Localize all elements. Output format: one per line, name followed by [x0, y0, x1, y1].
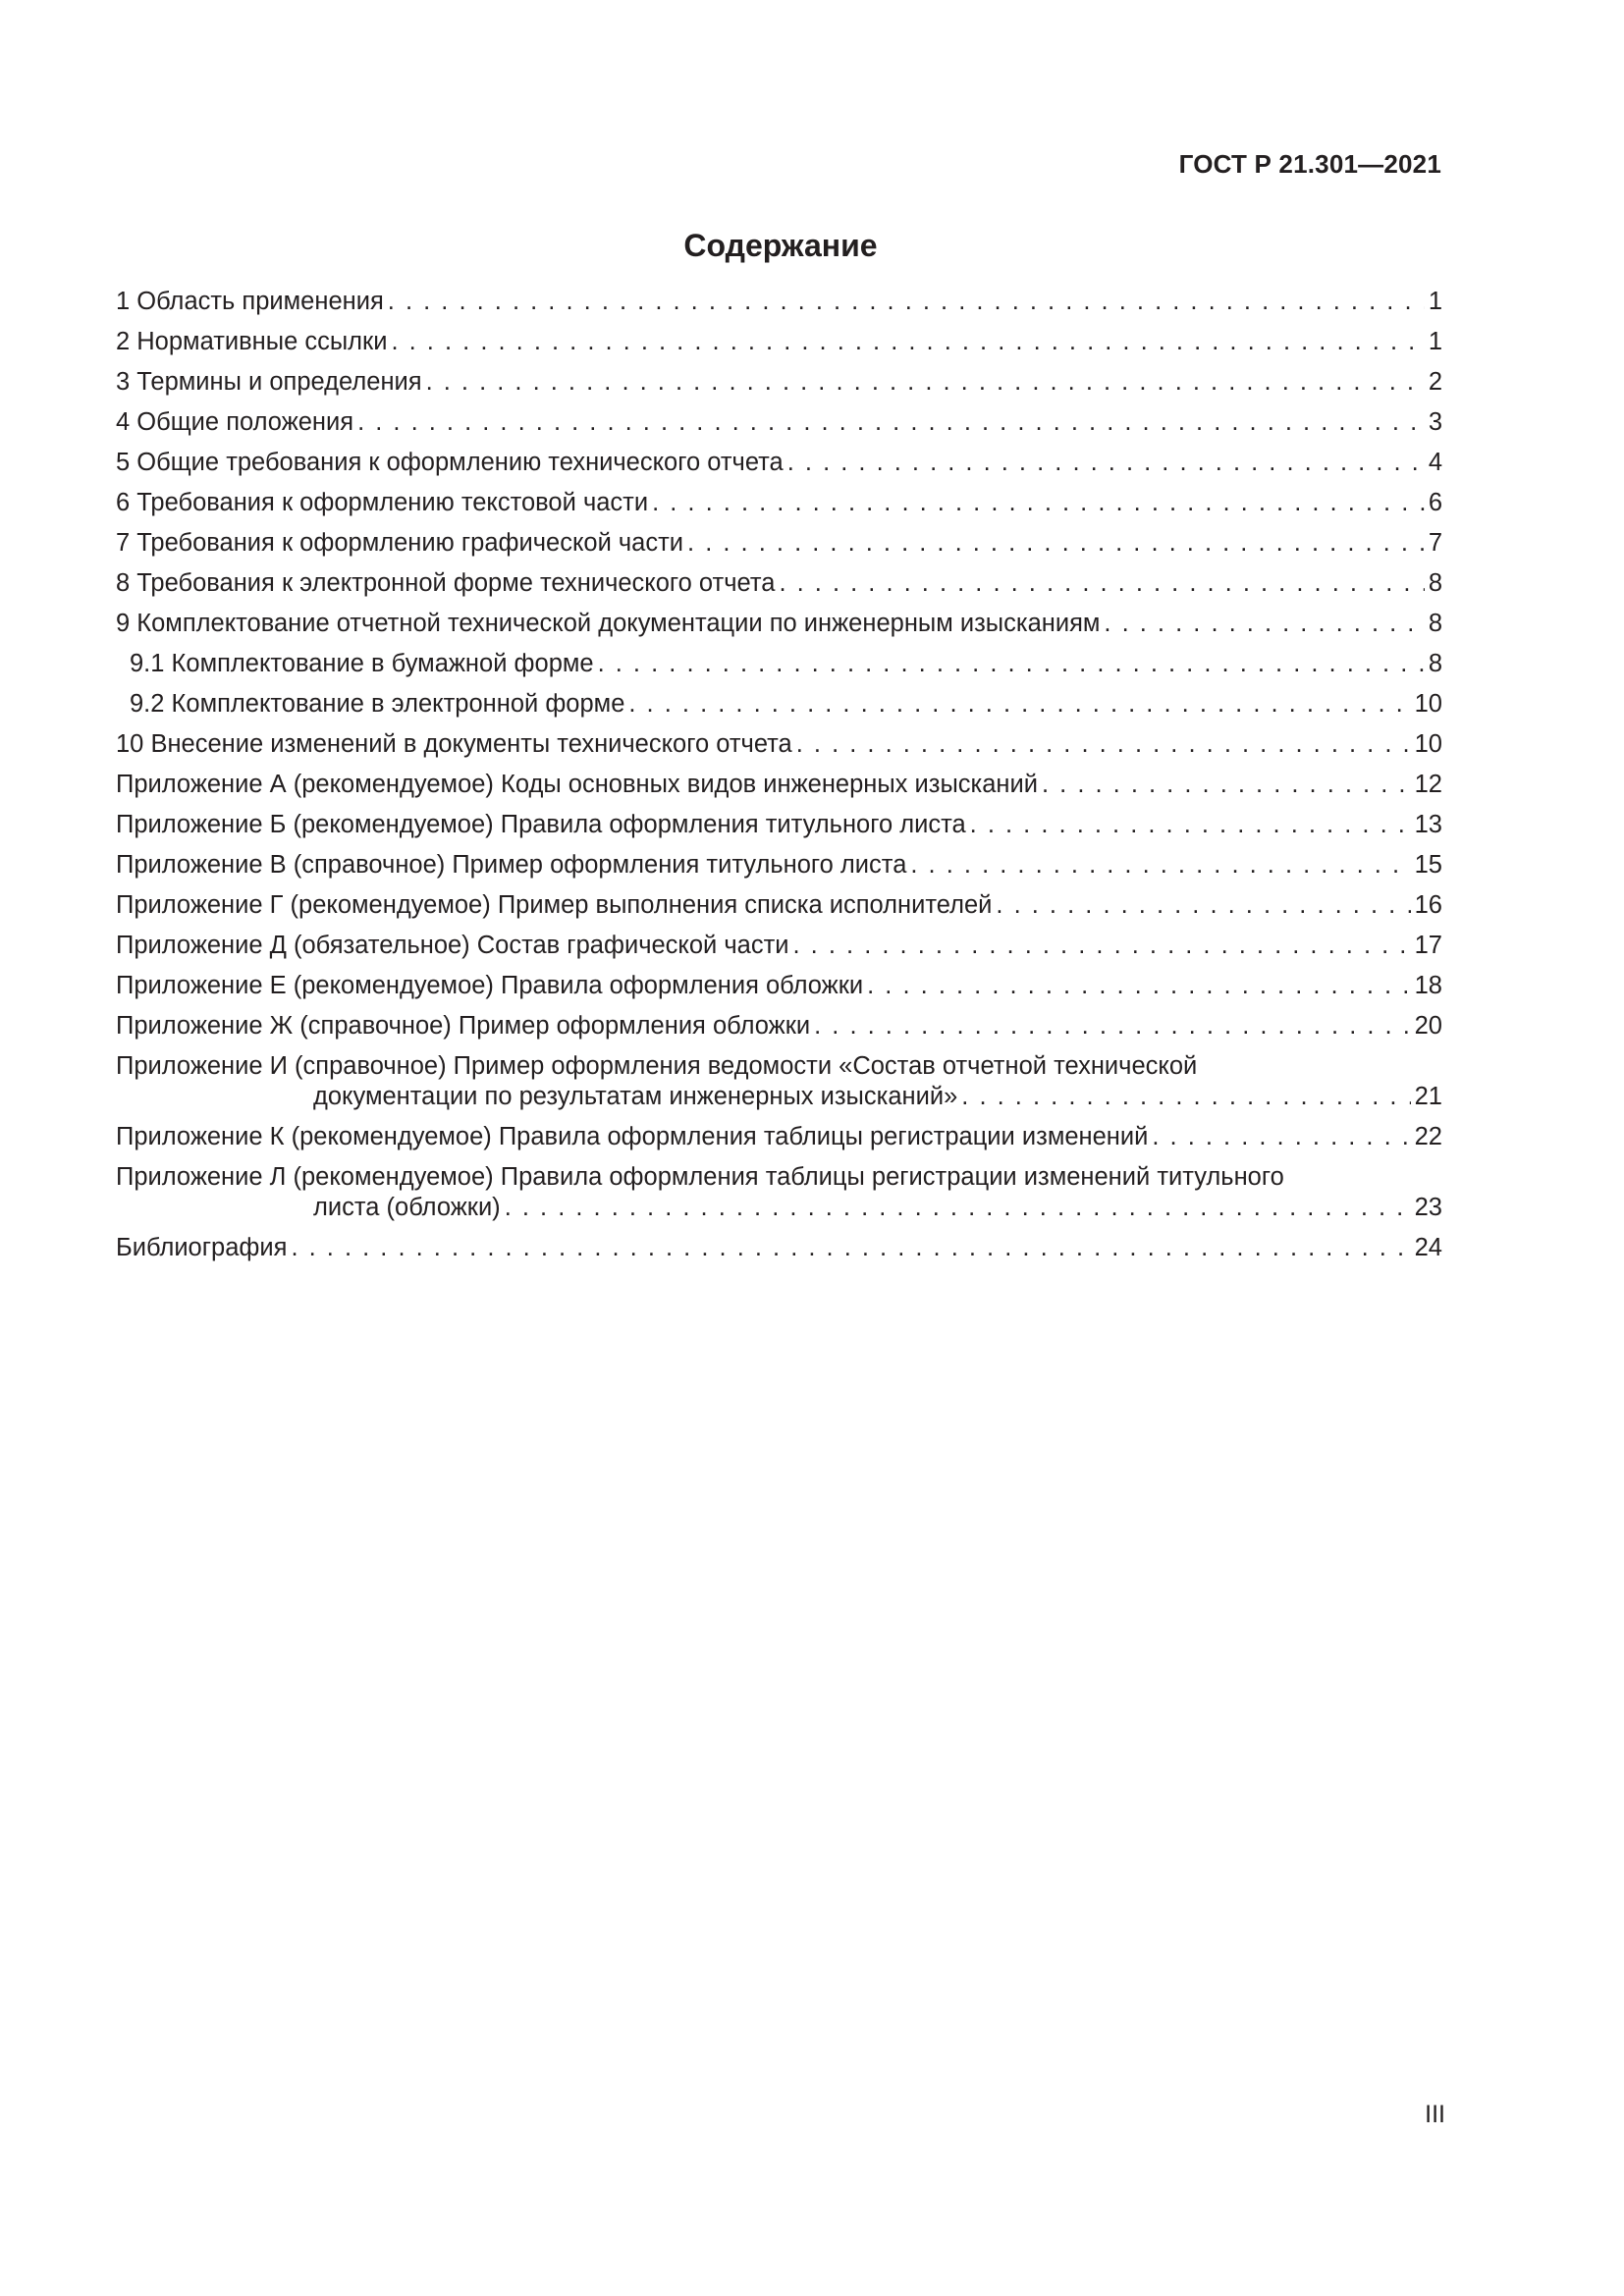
toc-entry-label: 1 Область применения [116, 288, 384, 315]
toc-entry-appendix-i[interactable] [116, 1051, 1442, 1112]
toc-entry-10[interactable] [116, 729, 1442, 760]
toc-entry-2[interactable] [116, 327, 1442, 357]
toc-entry-page: 10 [1414, 730, 1442, 758]
toc-entry-page: 1 [1428, 288, 1442, 315]
toc-entry-label: 4 Общие положения [116, 408, 354, 436]
toc-entry-label: Приложение Г (рекомендуемое) Пример выполнения списка исполнителей [116, 891, 993, 919]
toc-entry-page: 1 [1428, 328, 1442, 355]
toc-entry-label: Приложение Ж (справочное) Пример оформления обложки [116, 1012, 811, 1040]
toc-entry-9-1[interactable] [116, 649, 1442, 679]
toc-entry-appendix-a[interactable] [116, 770, 1442, 800]
toc-entry-label: Приложение Д (обязательное) Состав графической части [116, 932, 789, 959]
toc-entry-page: 2 [1428, 368, 1442, 396]
toc-entry-label: Приложение А (рекомендуемое) Коды основных видов инженерных изысканий [116, 771, 1038, 798]
table-of-contents [116, 287, 1442, 1273]
toc-entry-page: 3 [1428, 408, 1442, 436]
toc-entry-6[interactable] [116, 488, 1442, 518]
toc-entry-label: 3 Термины и определения [116, 368, 422, 396]
toc-entry-4[interactable] [116, 407, 1442, 438]
toc-entry-page: 12 [1414, 771, 1442, 798]
toc-entry-3[interactable] [116, 367, 1442, 398]
toc-entry-label: 7 Требования к оформлению графической части [116, 529, 684, 557]
toc-entry-page: 13 [1414, 811, 1442, 838]
toc-entry-label: 9.1 Комплектование в бумажной форме [130, 650, 594, 677]
toc-entry-label: 2 Нормативные ссылки [116, 328, 388, 355]
toc-entry-5[interactable] [116, 448, 1442, 478]
toc-entry-bibliography[interactable] [116, 1233, 1442, 1263]
toc-entry-page: 8 [1428, 650, 1442, 677]
toc-entry-label: 5 Общие требования к оформлению технического отчета [116, 449, 784, 476]
toc-title: Содержание [683, 228, 878, 263]
toc-entry-label: 6 Требования к оформлению текстовой части [116, 489, 649, 516]
toc-entry-page: 8 [1428, 569, 1442, 597]
toc-entry-page: 22 [1414, 1123, 1442, 1150]
toc-entry-label: документации по результатам инженерных изысканий» [313, 1083, 958, 1110]
toc-entry-page: 16 [1414, 891, 1442, 919]
toc-entry-8[interactable] [116, 568, 1442, 599]
toc-entry-page: 21 [1414, 1083, 1442, 1110]
toc-entry-1[interactable] [116, 287, 1442, 317]
toc-entry-label: 9.2 Комплектование в электронной форме [130, 690, 625, 718]
toc-entry-9[interactable] [116, 609, 1442, 639]
toc-entry-page: 17 [1414, 932, 1442, 959]
toc-entry-appendix-b[interactable] [116, 810, 1442, 840]
toc-entry-page: 10 [1414, 690, 1442, 718]
toc-entry-appendix-k[interactable] [116, 1122, 1442, 1152]
toc-entry-label: 8 Требования к электронной форме технического отчета [116, 569, 776, 597]
toc-entry-page: 23 [1414, 1194, 1442, 1221]
toc-entry-page: 6 [1428, 489, 1442, 516]
toc-entry-page: 8 [1428, 610, 1442, 637]
toc-entry-appendix-v[interactable] [116, 850, 1442, 881]
toc-entry-page: 7 [1428, 529, 1442, 557]
toc-entry-label: листа (обложки) [313, 1194, 501, 1221]
toc-entry-appendix-e[interactable] [116, 971, 1442, 1001]
toc-entry-7[interactable] [116, 528, 1442, 559]
toc-entry-label: Приложение Б (рекомендуемое) Правила оформления титульного листа [116, 811, 966, 838]
toc-entry-page: 18 [1414, 972, 1442, 999]
toc-entry-label: Приложение В (справочное) Пример оформления титульного листа [116, 851, 907, 879]
toc-entry-label: Библиография [116, 1234, 288, 1261]
toc-entry-page: 20 [1414, 1012, 1442, 1040]
toc-entry-label: 9 Комплектование отчетной технической документации по инженерным изысканиям [116, 610, 1101, 637]
document-code: ГОСТ Р 21.301—2021 [1178, 149, 1441, 179]
toc-entry-label-line1: Приложение И (справочное) Пример оформления ведомости «Состав отчетной технической [116, 1052, 1198, 1080]
toc-entry-label: Приложение Е (рекомендуемое) Правила оформления обложки [116, 972, 864, 999]
toc-entry-page: 4 [1428, 449, 1442, 476]
toc-entry-label: 10 Внесение изменений в документы технического отчета [116, 730, 792, 758]
toc-entry-appendix-d[interactable] [116, 931, 1442, 961]
toc-entry-label: Приложение К (рекомендуемое) Правила оформления таблицы регистрации изменений [116, 1123, 1149, 1150]
toc-entry-9-2[interactable] [116, 689, 1442, 720]
toc-entry-label-line1: Приложение Л (рекомендуемое) Правила оформления таблицы регистрации изменений титульного [116, 1163, 1284, 1191]
toc-entry-page: 24 [1414, 1234, 1442, 1261]
toc-entry-appendix-zh[interactable] [116, 1011, 1442, 1041]
toc-entry-page: 15 [1414, 851, 1442, 879]
page-number: III [1425, 2101, 1445, 2128]
toc-entry-appendix-g[interactable] [116, 890, 1442, 921]
toc-entry-appendix-l[interactable] [116, 1162, 1442, 1223]
